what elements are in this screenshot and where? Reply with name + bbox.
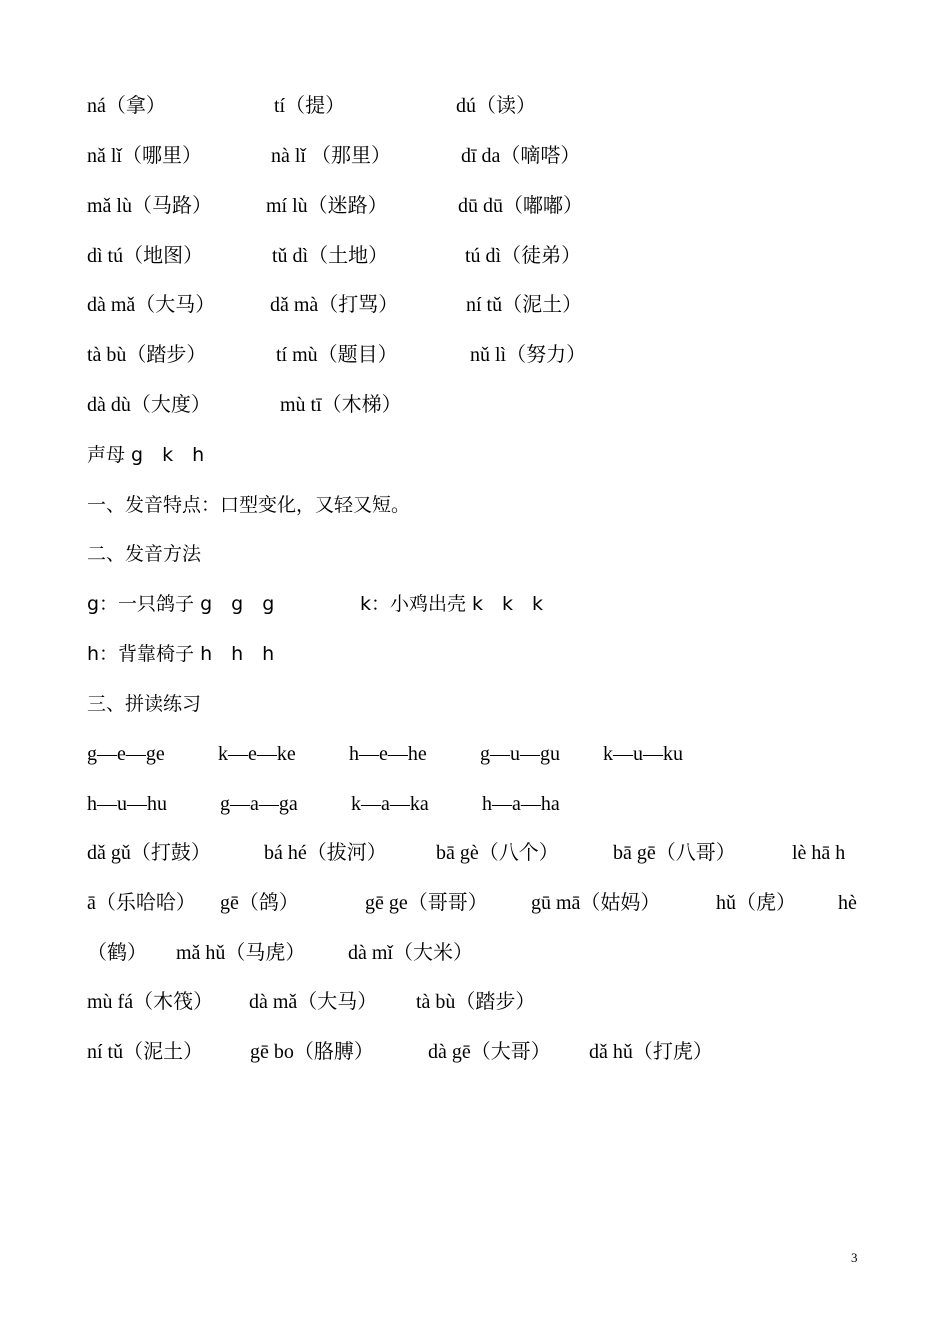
pinyin-word: gū mā（姑妈） [531, 892, 661, 914]
pinyin-word: dì tú（地图） [87, 245, 204, 267]
pinyin-word: dà mǎ（大马） [87, 294, 216, 316]
pinyin-word: lè hā h [792, 842, 846, 864]
pinyin-word: hè [838, 892, 857, 914]
pinyin-word: dà mǎ（大马） [249, 991, 378, 1013]
pinyin-word: gē bo（胳膊） [250, 1041, 374, 1063]
pinyin-word: tí（提） [274, 95, 346, 117]
pinyin-word: ní tǔ（泥土） [466, 294, 583, 316]
pinyin-word: tǔ dì（土地） [272, 245, 389, 267]
spelling-combo: k—a—ka [351, 793, 429, 815]
pinyin-word: dà gē（大哥） [428, 1041, 551, 1063]
spelling-combo: k—u—ku [603, 743, 683, 765]
pinyin-word: bá hé（拔河） [264, 842, 387, 864]
pinyin-word: dà dù（大度） [87, 394, 211, 416]
spelling-practice-heading: 三、拼读练习 [87, 693, 202, 715]
pronunciation-feature: 一、发音特点：口型变化，又轻又短。 [87, 494, 411, 516]
pinyin-word: tí mù（题目） [276, 344, 398, 366]
pinyin-word: tà bù（踏步） [416, 991, 536, 1013]
pinyin-word: hǔ（虎） [716, 892, 796, 914]
pinyin-word: dà mǐ（大米） [348, 942, 473, 964]
pinyin-word: gē ge（哥哥） [365, 892, 488, 914]
pinyin-word: tú dì（徒弟） [465, 245, 582, 267]
pinyin-word: dǎ mà（打骂） [270, 294, 399, 316]
pinyin-word: dī da（嘀嗒） [461, 145, 581, 167]
pinyin-word: nà lǐ （那里） [271, 145, 391, 167]
spelling-combo: g—u—gu [480, 743, 560, 765]
pinyin-word: （鹤） [87, 942, 147, 964]
pinyin-word: nǔ lì（努力） [470, 344, 587, 366]
pinyin-word: ní tǔ（泥土） [87, 1041, 204, 1063]
pinyin-word: bā gè（八个） [436, 842, 559, 864]
pinyin-word: dú（读） [456, 95, 536, 117]
pronunciation-method-heading: 二、发音方法 [87, 543, 202, 565]
pinyin-word: dū dū（嘟嘟） [458, 195, 583, 217]
pinyin-word: mù tī（木梯） [280, 394, 402, 416]
pinyin-word: mí lù（迷路） [266, 195, 388, 217]
pinyin-word: mǎ hǔ（马虎） [176, 942, 306, 964]
spelling-combo: h—u—hu [87, 793, 167, 815]
pinyin-word: dǎ hǔ（打虎） [589, 1041, 713, 1063]
pinyin-word: ná（拿） [87, 95, 166, 117]
pinyin-word: bā gē（八哥） [613, 842, 736, 864]
mnemonic-h: h：背靠椅子 h h h [87, 643, 275, 665]
pinyin-word: dǎ gǔ（打鼓） [87, 842, 211, 864]
mnemonic-k: k：小鸡出壳 k k k [360, 593, 544, 615]
pinyin-word: mǎ lù（马路） [87, 195, 212, 217]
spelling-combo: g—a—ga [220, 793, 298, 815]
spelling-combo: h—a—ha [482, 793, 560, 815]
pinyin-word: ā（乐哈哈） [87, 892, 196, 914]
pinyin-word: tà bù（踏步） [87, 344, 207, 366]
pinyin-word: mù fá（木筏） [87, 991, 214, 1013]
spelling-combo: g—e—ge [87, 743, 165, 765]
pinyin-word: gē（鸽） [220, 892, 299, 914]
page-number: 3 [851, 1250, 858, 1265]
initials-title: 声母 g k h [87, 444, 205, 466]
spelling-combo: h—e—he [349, 743, 427, 765]
mnemonic-g: g：一只鸽子 g g g [87, 593, 275, 615]
spelling-combo: k—e—ke [218, 743, 296, 765]
pinyin-word: nǎ lǐ（哪里） [87, 145, 202, 167]
